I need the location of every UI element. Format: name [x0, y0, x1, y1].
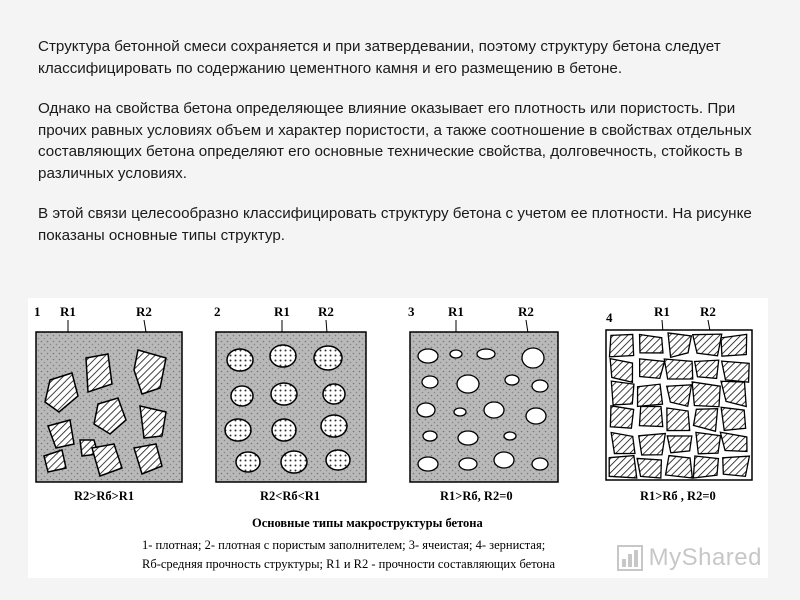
figure-legend-line-1: 1- плотная; 2- плотная с пористым заполнителем; 3- ячеистая; 4- зернистая;	[142, 538, 546, 552]
panel-2-caption: R2<Rб<R1	[260, 489, 321, 503]
panel-1-r1-label: R1	[60, 304, 76, 319]
grain	[610, 406, 633, 428]
grain	[693, 334, 722, 356]
text-block	[38, 36, 778, 265]
panel-3-number: 3	[408, 304, 415, 319]
bar-chart-icon	[617, 545, 643, 571]
panel-2-r2-label: R2	[318, 304, 334, 319]
grain	[639, 406, 662, 426]
panel-4-r1-label: R1	[654, 304, 670, 319]
grain	[609, 456, 637, 478]
panel-1	[34, 304, 182, 503]
watermark-text: MyShared	[648, 544, 762, 571]
grain	[664, 359, 692, 379]
panel-1-caption: R2>Rб>R1	[74, 489, 135, 503]
grain	[611, 381, 634, 405]
grain	[640, 334, 663, 352]
grain	[666, 456, 693, 478]
panel-4	[606, 304, 752, 503]
grain	[667, 436, 692, 453]
panel-2	[214, 304, 366, 503]
grain	[667, 408, 690, 431]
panel-3	[408, 304, 558, 503]
grain	[695, 360, 719, 378]
concrete-structure-figure	[28, 298, 768, 578]
grain	[639, 433, 666, 454]
grain	[722, 361, 750, 382]
panel-4-r2-label: R2	[700, 304, 716, 319]
figure-title: Основные типы макроструктуры бетона	[252, 516, 483, 530]
panel-2-r1-label: R1	[274, 304, 290, 319]
paragraph-1: Структура бетонной смеси сохраняется и при затвердевании, поэтому структуру бетона следует классифицировать по содержанию цементного камня и его размещению в бетоне.	[38, 38, 721, 77]
panel-3-r2-label: R2	[518, 304, 534, 319]
grain	[611, 433, 635, 454]
panel-3-r1-label: R1	[448, 304, 464, 319]
grain	[721, 407, 746, 430]
grain	[640, 359, 665, 378]
panel-1-r2-label: R2	[136, 304, 152, 319]
grain	[638, 384, 663, 406]
grain	[693, 456, 718, 478]
grain	[696, 432, 721, 453]
panel-4-number: 4	[606, 310, 613, 325]
grain	[609, 334, 633, 356]
panel-4-caption: R1>Rб , R2=0	[640, 489, 716, 503]
grain	[637, 458, 661, 478]
panel-2-number: 2	[214, 304, 221, 319]
grain	[692, 382, 720, 407]
panel-1-number: 1	[34, 304, 41, 319]
paragraph-3: В этой связи целесообразно классифицировать структуру бетона с учетом ее плотности. На рисунке показаны основные типы структур.	[38, 205, 752, 244]
figure-legend-line-2: Rб-средняя прочность структуры; R1 и R2 - прочности составляющих бетона	[142, 557, 556, 571]
watermark	[617, 544, 762, 572]
paragraph-2: Однако на свойства бетона определяющее влияние оказывает его плотность или пористость. При прочих равных условиях объем и характер пористости, а также соотношение в свойствах отдельных составляющих бетона определяют его основные технические свойства, долговечность, стойкость в различных условиях.	[38, 100, 752, 182]
grain	[721, 334, 747, 356]
grain	[723, 456, 750, 476]
panel-3-caption: R1>Rб, R2=0	[440, 489, 513, 503]
